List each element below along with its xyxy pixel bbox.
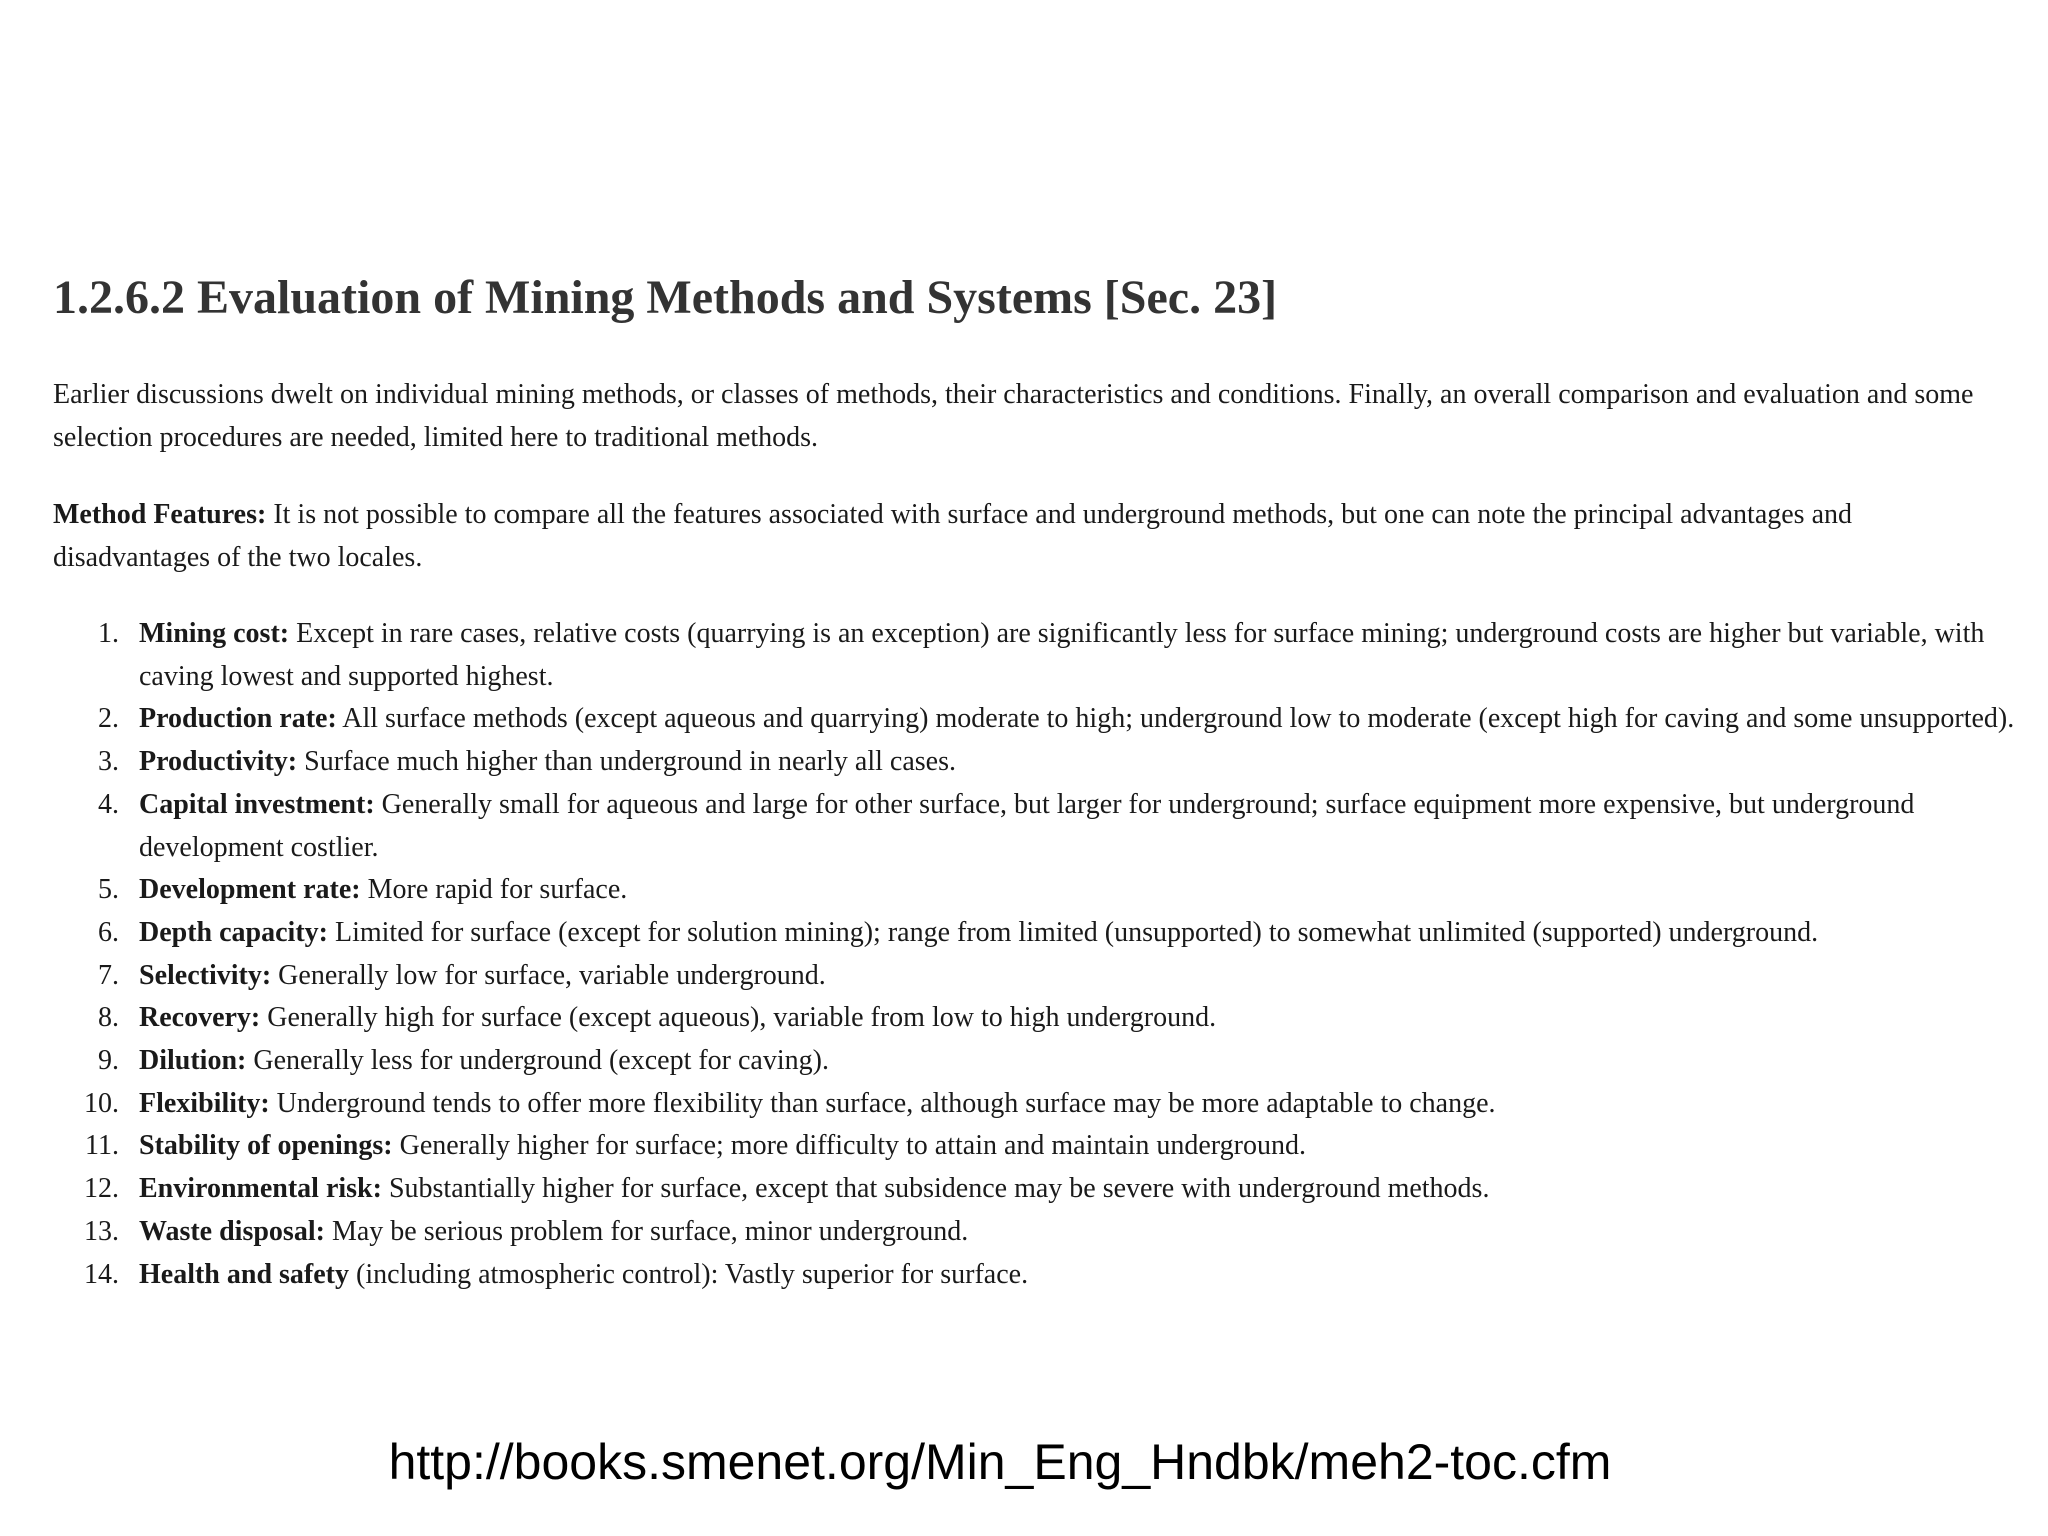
method-features-label: Method Features: [53, 499, 267, 530]
list-item-term: Dilution: [139, 1045, 247, 1077]
list-item-text: Generally less for underground (except for caving). [253, 1045, 829, 1077]
list-item-text: Substantially higher for surface, except that subsidence may be severe with underground methods. [388, 1173, 1490, 1205]
list-item-text: Underground tends to offer more flexibility than surface, although surface may be more adaptable to change. [276, 1087, 1496, 1119]
list-item-text: Surface much higher than underground in nearly all cases. [304, 746, 956, 778]
list-item-term: Development rate: [139, 874, 361, 906]
list-item [53, 1211, 2043, 1254]
list-item-number: 11. [85, 1130, 119, 1162]
list-item-number: 3. [98, 746, 119, 778]
list-item [53, 1254, 2043, 1297]
list-item [53, 997, 2043, 1040]
list-item-text: Generally higher for surface; more difficulty to attain and maintain underground. [399, 1130, 1306, 1162]
list-item-term: Flexibility: [139, 1087, 270, 1119]
list-item [53, 741, 2043, 784]
list-item [53, 1125, 2043, 1168]
list-item [53, 912, 2043, 955]
list-item-number: 8. [98, 1002, 119, 1034]
list-item-number: 12. [84, 1173, 119, 1205]
list-item-term: Environmental risk: [139, 1173, 382, 1205]
list-item-term: Capital investment: [139, 788, 375, 820]
list-item-term: Mining cost: [139, 618, 290, 649]
list-item-text: Generally low for surface, variable underground. [278, 959, 826, 991]
list-item [53, 1040, 2043, 1083]
list-item-number: 7. [98, 959, 119, 991]
method-features-text: It is not possible to compare all the features associated with surface and underground methods, but one can note the principal advantages and disadvantages of the two locales. [53, 499, 1852, 573]
list-item-number: 9. [98, 1045, 119, 1077]
list-item-text: Except in rare cases, relative costs (quarrying is an exception) are significantly less for surface mining; underground costs are higher but variable, with caving lowest and supported highest. [139, 618, 1985, 692]
list-item-text: More rapid for surface. [367, 874, 628, 906]
intro-paragraph: Earlier discussions dwelt on individual mining methods, or classes of methods, their characteristics and conditions. Finally, an overall comparison and evaluation and some selection procedures are needed, limited here to traditional methods. [53, 379, 1974, 453]
list-item [53, 1083, 2043, 1126]
list-item-term: Selectivity: [139, 959, 272, 991]
feature-list [53, 613, 2043, 1296]
list-item-term: Depth capacity: [139, 916, 328, 948]
list-item-term: Production rate: [139, 703, 337, 735]
list-item [53, 955, 2043, 998]
source-url: http://books.smenet.org/Min_Eng_Hndbk/meh2-toc.cfm [388, 1434, 1612, 1490]
list-item-term: Waste disposal: [139, 1215, 325, 1247]
list-item-text: (including atmospheric control): Vastly superior for surface. [356, 1258, 1029, 1290]
list-item-number: 6. [98, 916, 119, 948]
list-item [53, 613, 2043, 698]
list-item-number: 13. [84, 1215, 119, 1247]
list-item-text: May be serious problem for surface, minor underground. [331, 1215, 969, 1247]
list-item [53, 1168, 2043, 1211]
list-item-term: Stability of openings: [139, 1130, 393, 1162]
list-item-text: Limited for surface (except for solution mining); range from limited (unsupported) to somewhat unlimited (supported) underground. [334, 916, 1819, 948]
list-item-text: Generally small for aqueous and large for other surface, but larger for underground; surface equipment more expensive, but underground development costlier. [139, 788, 1915, 863]
list-item-number: 14. [84, 1258, 119, 1290]
list-item [53, 698, 2043, 741]
list-item-text: Generally high for surface (except aqueous), variable from low to high underground. [267, 1002, 1217, 1034]
list-item-number: 4. [98, 788, 119, 820]
list-item [53, 869, 2043, 912]
list-item-number: 1. [98, 618, 119, 649]
method-features-paragraph [53, 493, 2013, 579]
list-item [53, 784, 2043, 869]
list-item-term: Health and safety [139, 1258, 349, 1290]
list-item-text: All surface methods (except aqueous and quarrying) moderate to high; underground low to moderate (except high for caving and some unsupported). [342, 703, 2015, 735]
list-item-term: Recovery: [139, 1002, 261, 1034]
list-item-term: Productivity: [139, 746, 298, 778]
list-item-number: 5. [98, 874, 119, 906]
list-item-number: 10. [84, 1087, 119, 1119]
section-heading: 1.2.6.2 Evaluation of Mining Methods and Systems [Sec. 23] [53, 271, 1278, 324]
list-item-number: 2. [98, 703, 119, 735]
